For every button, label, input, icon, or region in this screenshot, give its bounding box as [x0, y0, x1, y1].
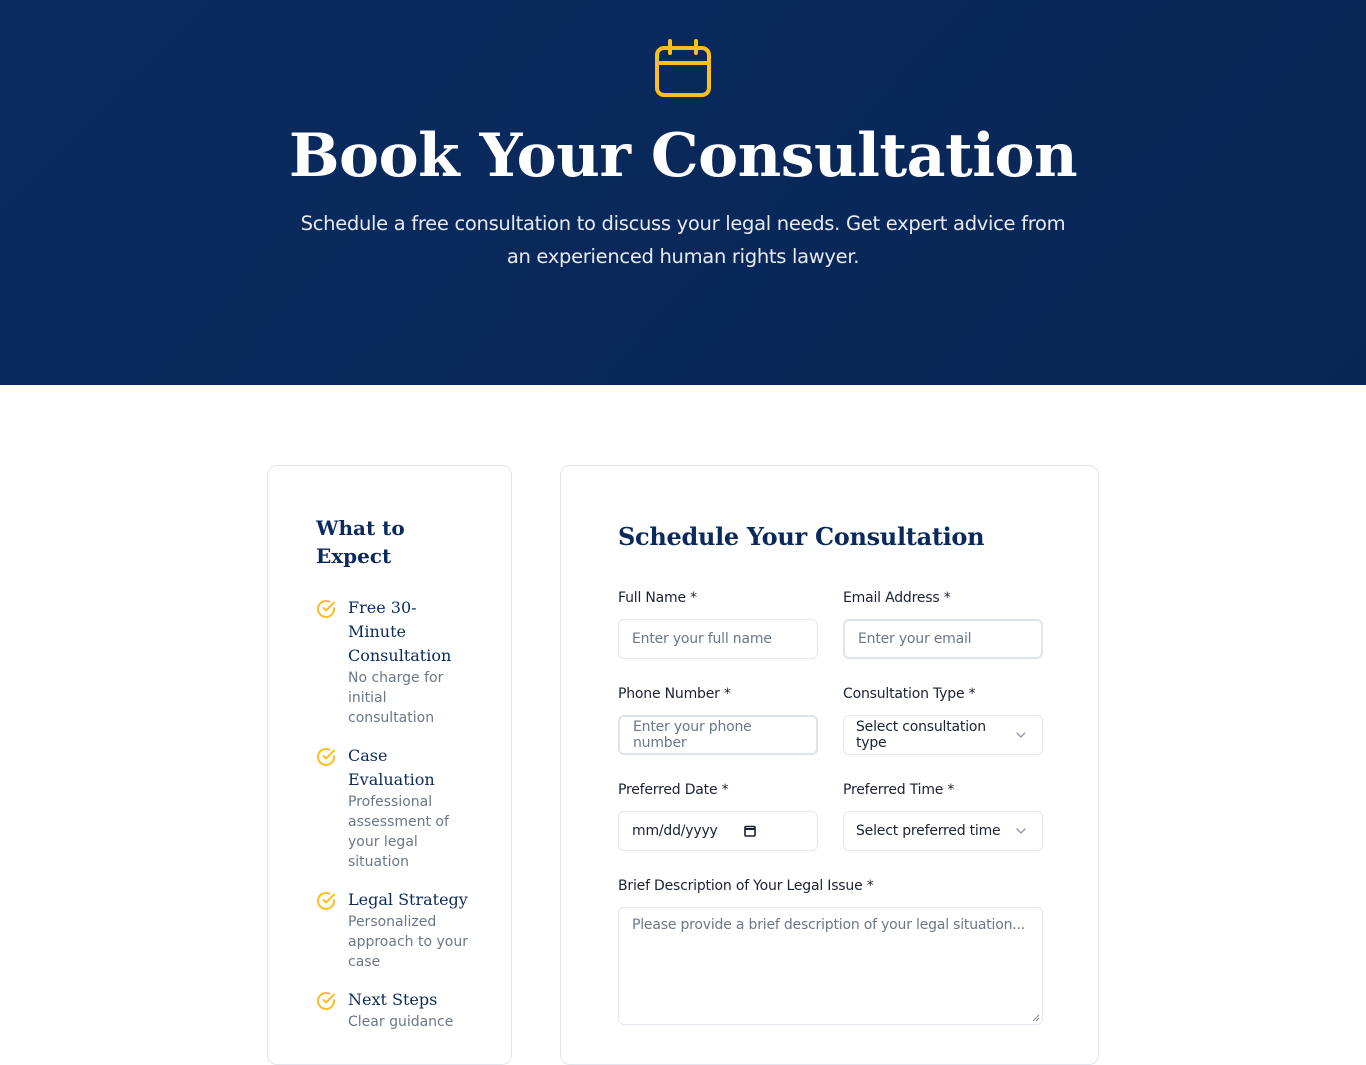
hero-subtitle: Schedule a free consultation to discuss your legal needs. Get expert advice from an experienced human rights lawyer. — [300, 212, 1066, 268]
consultation-type-value: Select consultation type — [856, 719, 986, 751]
expect-item-desc: Professional assessment of your legal situation — [348, 794, 449, 870]
chevron-down-icon — [1016, 828, 1026, 834]
form-title: Schedule Your Consultation — [618, 522, 985, 551]
calendar-picker-icon[interactable] — [744, 825, 756, 837]
preferred-date-label: Preferred Date * — [618, 782, 729, 798]
expect-item-desc: No charge for initial consultation — [348, 670, 444, 726]
what-to-expect-card — [267, 465, 512, 1065]
preferred-date-input[interactable] — [618, 811, 818, 851]
email-input[interactable] — [843, 619, 1043, 659]
full-name-label: Full Name * — [618, 590, 697, 606]
consultation-form-card — [560, 465, 1099, 1065]
consultation-type-select[interactable] — [843, 715, 1043, 755]
description-placeholder: Please provide a brief description of your legal situation... — [632, 917, 1026, 933]
email-label: Email Address * — [843, 590, 951, 606]
email-placeholder: Enter your email — [858, 631, 972, 647]
phone-label: Phone Number * — [618, 686, 731, 702]
description-label: Brief Description of Your Legal Issue * — [618, 878, 874, 894]
full-name-placeholder: Enter your full name — [632, 631, 772, 647]
expect-item-title: Legal Strategy — [348, 890, 468, 909]
hero-section — [0, 0, 1366, 385]
preferred-time-label: Preferred Time * — [843, 782, 955, 798]
preferred-time-select[interactable] — [843, 811, 1043, 851]
expect-item-desc: Personalized approach to your case — [348, 914, 468, 970]
date-placeholder: mm/dd/yyyy — [632, 823, 718, 839]
phone-placeholder: Enter your phone number — [633, 719, 752, 751]
expect-item-title: Next Steps — [348, 990, 438, 1009]
phone-input[interactable] — [618, 715, 818, 755]
check-circle-icon — [316, 991, 336, 1011]
expect-item-title: Case Evaluation — [348, 746, 435, 789]
expect-item-title: Free 30-Minute Consultation — [348, 598, 452, 665]
check-circle-icon — [316, 599, 336, 619]
resize-handle-icon[interactable] — [1032, 1014, 1040, 1022]
page-title: Book Your Consultation — [288, 121, 1078, 191]
description-textarea[interactable] — [618, 907, 1043, 1025]
preferred-time-value: Select preferred time — [856, 823, 1001, 839]
consultation-type-label: Consultation Type * — [843, 686, 976, 702]
check-circle-icon — [316, 747, 336, 767]
full-name-input[interactable] — [618, 619, 818, 659]
calendar-icon — [654, 38, 712, 98]
check-circle-icon — [316, 891, 336, 911]
what-to-expect-title: What to Expect — [316, 516, 405, 568]
chevron-down-icon — [1016, 732, 1026, 738]
expect-item-desc: Clear guidance — [348, 1014, 454, 1030]
